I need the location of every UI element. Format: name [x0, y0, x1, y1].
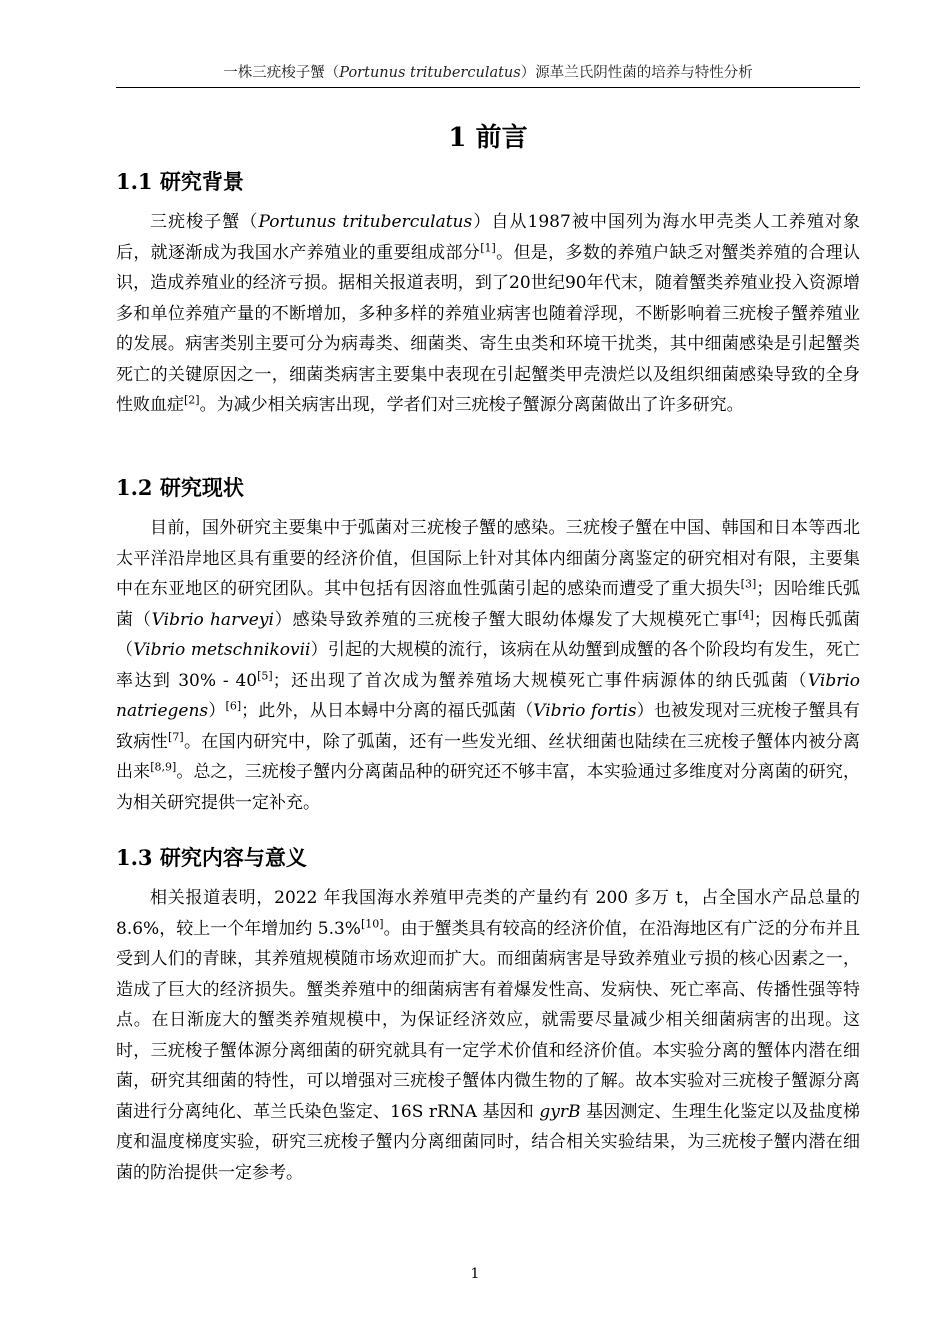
paragraph-status: 目前，国外研究主要集中于弧菌对三疣梭子蟹的感染。三疣梭子蟹在中国、韩国和日本等西北太平洋沿岸地区具有重要的经济价值，但国际上针对其体内细菌分离鉴定的研究相对有限，主要集中在东亚地区的研究团队。其中包括有因溶血性弧菌引起的感染而遭受了重大损失[3]；因哈维氏弧菌（Vibrio harveyi）感染导致养殖的三疣梭子蟹大眼幼体爆发了大规模死亡事[4]；因梅氏弧菌（Vibrio metschnikovii）引起的大规模的流行，该病在从幼蟹到成蟹的各个阶段均有发生，死亡率达到 30% - 40[5]；还出现了首次成为蟹养殖场大规模死亡事件病源体的纳氏弧菌（Vibrio natriegens）[6]；此外，从日本蟳中分离的福氏弧菌（Vibrio fortis）也被发现对三疣梭子蟹具有致病性[7]。在国内研究中，除了弧菌，还有一些发光细、丝状细菌也陆续在三疣梭子蟹体内被分离出来[8,9]。总之，三疣梭子蟹内分离菌品种的研究还不够丰富，本实验通过多维度对分离菌的研究，为相关研究提供一定补充。	[116, 518, 861, 813]
section-heading-content: 1.3 研究内容与意义	[116, 845, 307, 870]
header-divider	[116, 87, 860, 88]
page-number: 1	[470, 1266, 480, 1282]
section-heading-status: 1.2 研究现状	[116, 475, 244, 500]
chapter-title: 1 前言	[448, 123, 528, 153]
paragraph-background: 三疣梭子蟹（Portunus trituberculatus）自从1987被中国列为海水甲壳类人工养殖对象后，就逐渐成为我国水产养殖业的重要组成部分[1]。但是，多数的养殖户缺乏对蟹类养殖的合理认识，造成养殖业的经济亏损。据相关报道表明，到了20世纪90年代末，随着蟹类养殖业投入资源增多和单位养殖产量的不断增加，多种多样的养殖业病害也随着浮现，不断影响着三疣梭子蟹养殖业的发展。病害类别主要可分为病毒类、细菌类、寄生虫类和环境干扰类，其中细菌感染是引起蟹类死亡的关键原因之一，细菌类病害主要集中表现在引起蟹类甲壳溃烂以及组织细菌感染导致的全身性败血症[2]。为减少相关病害出现，学者们对三疣梭子蟹源分离菌做出了许多研究。	[116, 212, 861, 415]
paragraph-content: 相关报道表明，2022 年我国海水养殖甲壳类的产量约有 200 多万 t，占全国水产品总量的 8.6%，较上一个年增加约 5.3%[10]。由于蟹类具有较高的经济价值，在沿海地区有广泛的分布并且受到人们的青睐，其养殖规模随市场欢迎而扩大。而细菌病害是导致养殖业亏损的核心因素之一，造成了巨大的经济损失。蟹类养殖中的细菌病害有着爆发性高、发病快、死亡率高、传播性强等特点。在日渐庞大的蟹类养殖规模中，为保证经济效应，就需要尽量减少相关细菌病害的出现。这时，三疣梭子蟹体源分离细菌的研究就具有一定学术价值和经济价值。本实验分离的蟹体内潜在细菌，研究其细菌的特性，可以增强对三疣梭子蟹体内微生物的了解。故本实验对三疣梭子蟹源分离菌进行分离纯化、革兰氏染色鉴定、16S rRNA 基因和 gyrB 基因测定、生理生化鉴定以及盐度梯度和温度梯度实验，研究三疣梭子蟹内分离细菌同时，结合相关实验结果，为三疣梭子蟹内潜在细菌的防治提供一定参考。	[116, 888, 861, 1183]
section-heading-background: 1.1 研究背景	[116, 169, 244, 194]
running-header: 一株三疣梭子蟹（Portunus trituberculatus）源革兰氏阴性菌的培养与特性分析	[223, 65, 753, 81]
